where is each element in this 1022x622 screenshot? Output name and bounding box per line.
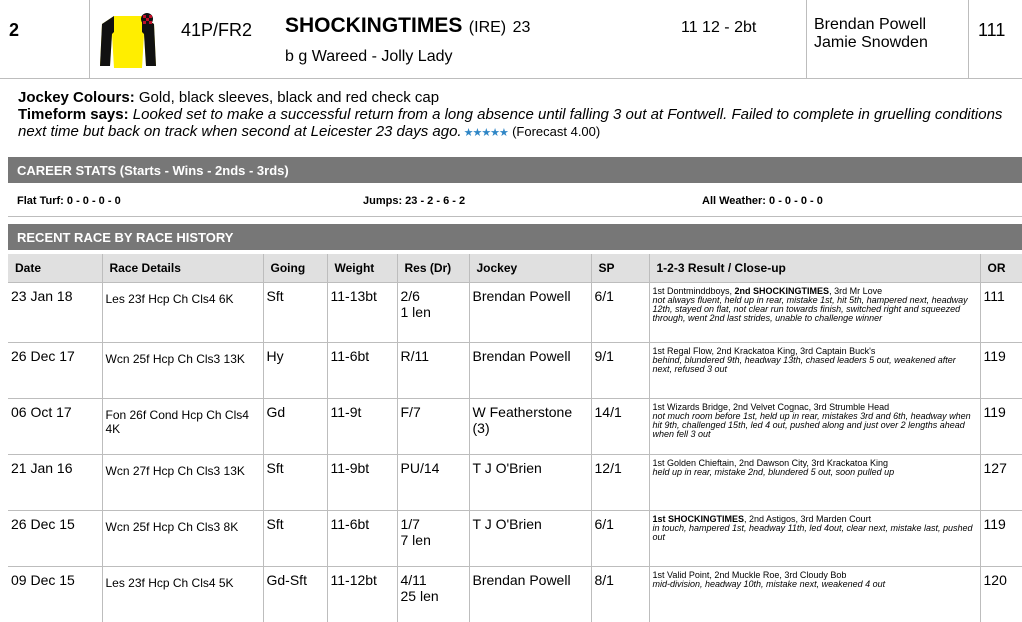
jockey-colours-text: Gold, black sleeves, black and red check cap — [138, 89, 440, 106]
race-closeup — [649, 342, 980, 398]
finish-margin: 1 len — [400, 303, 431, 320]
race-jockey[interactable]: Brendan Powell — [469, 566, 591, 622]
race-or: 127 — [980, 454, 1022, 510]
table-header-row — [8, 254, 1022, 282]
placings-highlight: 2nd SHOCKINGTIMES — [734, 285, 830, 296]
placings-pre: 1st Wizards Bridge, 2nd Velvet Cognac, 3rd Strumble Head — [652, 401, 890, 412]
col-weight[interactable]: Weight — [327, 254, 397, 282]
race-weight: 11-13bt — [327, 282, 397, 342]
race-going: Sft — [263, 454, 327, 510]
jockey-trainer — [807, 0, 969, 79]
race-history-table — [8, 254, 1022, 622]
closeup-comment: mid-division, headway 10th, mistake next, weakened 4 out — [652, 578, 886, 589]
horse-breeding: b g Wareed - Jolly Lady — [285, 48, 453, 65]
race-jockey[interactable]: T J O'Brien — [469, 454, 591, 510]
race-sp: 6/1 — [591, 510, 649, 566]
race-date: 26 Dec 17 — [8, 342, 102, 398]
race-date: 09 Dec 15 — [8, 566, 102, 622]
all-weather-stats: All Weather: 0 - 0 - 0 - 0 — [702, 195, 823, 207]
trainer-name[interactable]: Jamie Snowden — [814, 34, 928, 51]
placings-pre: 1st Valid Point, 2nd Muckle Roe, 3rd Cloudy Bob — [652, 569, 847, 580]
placings-post: , 2nd Astigos, 3rd Marden Court — [744, 513, 872, 524]
horse-name[interactable]: SHOCKINGTIMES — [285, 14, 463, 37]
timeform-label: Timeform says: — [18, 106, 129, 123]
runner-header — [0, 0, 1022, 79]
race-weight: 11-9t — [327, 398, 397, 454]
race-closeup — [649, 510, 980, 566]
forecast-price: (Forecast 4.00) — [512, 124, 601, 139]
finish-position: 4/11 — [400, 571, 427, 588]
jockey-colours — [18, 89, 1008, 106]
race-closeup — [649, 454, 980, 510]
race-result — [397, 398, 469, 454]
race-sp: 8/1 — [591, 566, 649, 622]
col-jockey[interactable]: Jockey — [469, 254, 591, 282]
race-going: Gd-Sft — [263, 566, 327, 622]
race-date: 23 Jan 18 — [8, 282, 102, 342]
table-row[interactable] — [8, 282, 1022, 342]
career-stats-heading: CAREER STATS (Starts - Wins - 2nds - 3rds) — [8, 157, 1022, 183]
race-sp: 14/1 — [591, 398, 649, 454]
col-closeup[interactable]: 1-2-3 Result / Close-up — [649, 254, 980, 282]
col-or[interactable]: OR — [980, 254, 1022, 282]
race-result — [397, 510, 469, 566]
race-result — [397, 342, 469, 398]
race-or: 119 — [980, 342, 1022, 398]
jockey-silk-icon — [100, 12, 156, 68]
flat-turf-stats: Flat Turf: 0 - 0 - 0 - 0 — [17, 195, 121, 207]
timeform-text: Looked set to make a successful return from a long absence until falling 3 out at Fontwell. Failed to complete in gruelling conditions next time but back on track when second at Leicester 23 days ago. — [18, 106, 1003, 140]
race-details[interactable]: Les 23f Hcp Ch Cls4 5K — [102, 566, 263, 622]
race-closeup — [649, 398, 980, 454]
jockey-name[interactable]: Brendan Powell — [814, 16, 927, 33]
col-result[interactable]: Res (Dr) — [397, 254, 469, 282]
race-going: Gd — [263, 398, 327, 454]
race-closeup — [649, 566, 980, 622]
race-sp: 6/1 — [591, 282, 649, 342]
race-weight: 11-12bt — [327, 566, 397, 622]
race-result — [397, 454, 469, 510]
official-rating: 111 — [978, 20, 1006, 40]
race-jockey[interactable]: Brendan Powell — [469, 342, 591, 398]
timeform-says — [18, 106, 1008, 142]
race-closeup — [649, 282, 980, 342]
race-details[interactable]: Les 23f Hcp Ch Cls4 6K — [102, 282, 263, 342]
table-row[interactable] — [8, 566, 1022, 622]
closeup-comment: not much room before 1st, held up in rear, mistakes 3rd and 6th, headway when hit 9th, challenged 15th, led 4 out, pushed along and just over 2 lengths ahead when fell 3 out — [652, 410, 971, 439]
col-sp[interactable]: SP — [591, 254, 649, 282]
placings-pre: 1st Golden Chieftain, 2nd Dawson City, 3rd Krackatoa King — [652, 457, 888, 468]
placings-pre: 1st Regal Flow, 2nd Krackatoa King, 3rd Captain Buck's — [652, 345, 876, 356]
race-result — [397, 282, 469, 342]
race-sp: 9/1 — [591, 342, 649, 398]
race-weight: 11-9bt — [327, 454, 397, 510]
star-rating-icon: ★★★★★ — [463, 127, 508, 139]
closeup-comment: in touch, hampered 1st, headway 11th, led 4out, clear next, mistake last, pushed out — [652, 522, 973, 542]
runner-number: 2 — [0, 0, 90, 79]
finish-position: 2/6 — [400, 287, 420, 304]
race-or: 120 — [980, 566, 1022, 622]
race-jockey[interactable]: T J O'Brien — [469, 510, 591, 566]
closeup-comment: behind, blundered 9th, headway 13th, chased leaders 5 out, weakened after next, refused 3 out — [652, 354, 956, 374]
runner-weight: 11 12 - 2bt — [670, 0, 807, 79]
finish-margin: 7 len — [400, 531, 431, 548]
table-row[interactable] — [8, 510, 1022, 566]
finish-position: R/11 — [400, 347, 430, 364]
race-or: 111 — [980, 282, 1022, 342]
col-race-details[interactable]: Race Details — [102, 254, 263, 282]
jumps-stats: Jumps: 23 - 2 - 6 - 2 — [363, 195, 466, 207]
table-row[interactable] — [8, 454, 1022, 510]
horse-age: 23 — [512, 19, 531, 36]
horse-name-line — [285, 14, 530, 38]
race-jockey[interactable]: Brendan Powell — [469, 282, 591, 342]
race-going: Hy — [263, 342, 327, 398]
finish-position: PU/14 — [400, 459, 440, 476]
placings-post: , 3rd Mr Love — [829, 285, 883, 296]
race-result — [397, 566, 469, 622]
race-details[interactable]: Wcn 27f Hcp Ch Cls3 13K — [102, 454, 263, 510]
runner-form: 41P/FR2 — [181, 20, 253, 40]
race-history-heading: RECENT RACE BY RACE HISTORY — [8, 224, 1022, 250]
race-details[interactable]: Fon 26f Cond Hcp Ch Cls4 4K — [102, 398, 263, 454]
race-date: 21 Jan 16 — [8, 454, 102, 510]
jockey-colours-label: Jockey Colours: — [18, 89, 135, 106]
race-date: 06 Oct 17 — [8, 398, 102, 454]
table-row[interactable] — [8, 398, 1022, 454]
race-details[interactable]: Wcn 25f Hcp Ch Cls3 13K — [102, 342, 263, 398]
table-row[interactable] — [8, 342, 1022, 398]
race-or: 119 — [980, 398, 1022, 454]
race-weight: 11-6bt — [327, 342, 397, 398]
placings-pre: 1st Dontminddboys, — [652, 285, 735, 296]
career-stats-row — [8, 183, 1022, 217]
placings-highlight: 1st SHOCKINGTIMES — [652, 513, 745, 524]
col-date[interactable]: Date — [8, 254, 102, 282]
closeup-comment: not always fluent, held up in rear, mistake 1st, hit 5th, hampered next, headway 12th, stayed on flat, not clear run towards finish, switched right and squeezed through, went 2nd last strides, unable to challenge winner — [652, 294, 968, 323]
race-weight: 11-6bt — [327, 510, 397, 566]
col-going[interactable]: Going — [263, 254, 327, 282]
finish-position: F/7 — [400, 403, 421, 420]
race-sp: 12/1 — [591, 454, 649, 510]
closeup-comment: held up in rear, mistake 2nd, blundered 5 out, soon pulled up — [652, 466, 895, 477]
horse-origin: (IRE) — [468, 19, 507, 36]
runner-info — [18, 89, 1008, 142]
race-jockey[interactable]: W Featherstone (3) — [469, 398, 591, 454]
race-going: Sft — [263, 282, 327, 342]
race-going: Sft — [263, 510, 327, 566]
race-or: 119 — [980, 510, 1022, 566]
finish-margin: 25 len — [400, 587, 439, 604]
race-date: 26 Dec 15 — [8, 510, 102, 566]
finish-position: 1/7 — [400, 515, 420, 532]
race-details[interactable]: Wcn 25f Hcp Ch Cls3 8K — [102, 510, 263, 566]
